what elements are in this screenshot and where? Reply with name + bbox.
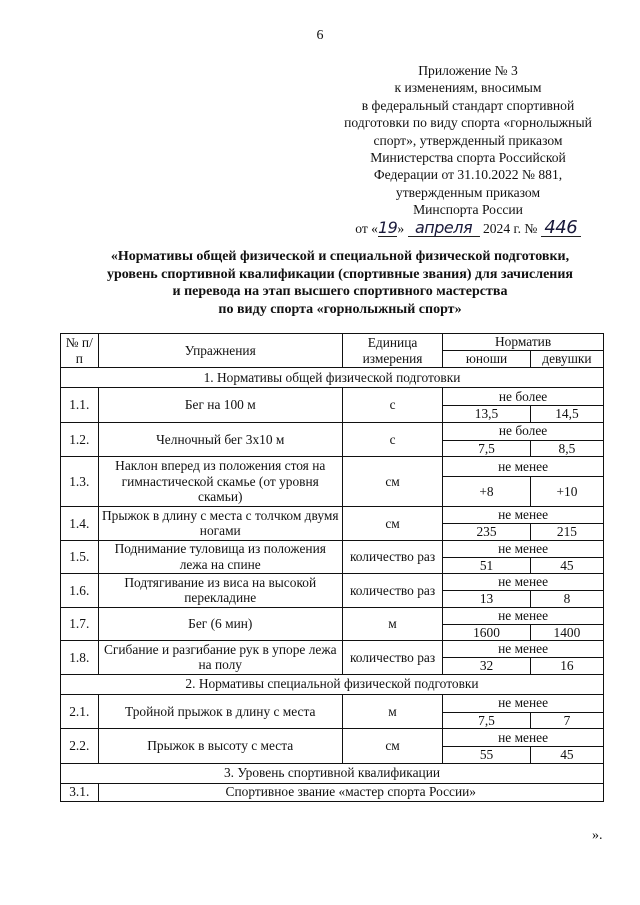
girls-value: 8: [530, 591, 603, 608]
appendix-line: утвержденным приказом: [395, 184, 541, 200]
unit: с: [342, 388, 442, 423]
row-number: 1.1.: [61, 388, 99, 423]
row-number: 1.8.: [61, 641, 99, 675]
exercise-name: Прыжок в длину с места с толчком двумя ногами: [98, 507, 342, 541]
exercise-name: Тройной прыжок в длину с места: [98, 694, 342, 729]
norms-table: [60, 333, 604, 802]
row-number: 1.7.: [61, 607, 99, 641]
order-date-line: [318, 216, 618, 238]
unit: см: [342, 457, 442, 507]
row-number: 1.3.: [61, 457, 99, 507]
title-line: и перевода на этап высшего спортивного мастерства: [172, 284, 508, 299]
document-title: [60, 248, 620, 318]
norm-condition: не более: [443, 388, 604, 406]
norm-condition: не менее: [443, 729, 604, 747]
qualification-text: Спортивное звание «мастер спорта России»: [98, 783, 603, 801]
appendix-line: подготовки по виду спорта «горнолыжный: [344, 115, 592, 131]
header-boys: юноши: [443, 351, 531, 368]
title-line: уровень спортивной квалификации (спортивные звания) для зачисления: [106, 266, 574, 282]
boys-value: 7,5: [443, 712, 531, 729]
unit: количество раз: [342, 641, 442, 675]
girls-value: 7: [530, 712, 603, 729]
appendix-line: Министерства спорта Российской: [370, 150, 566, 166]
unit: с: [342, 422, 442, 457]
norm-condition: не менее: [443, 607, 604, 624]
boys-value: 51: [443, 557, 531, 574]
row-number: 3.1.: [61, 783, 99, 801]
appendix-line: к изменениям, вносимым: [394, 80, 542, 96]
date-mid: »: [397, 220, 405, 236]
norm-condition: не менее: [443, 574, 604, 591]
title-line: по виду спорта «горнолыжный спорт»: [218, 301, 462, 317]
boys-value: 1600: [443, 624, 531, 641]
norm-condition: не менее: [443, 694, 604, 712]
exercise-name: Подтягивание из виса на высокой перекладине: [98, 574, 342, 608]
boys-value: 13: [443, 591, 531, 608]
row-number: 1.5.: [61, 540, 99, 574]
appendix-block: [318, 62, 618, 237]
girls-value: 16: [530, 658, 603, 675]
norm-condition: не более: [443, 422, 604, 440]
header-girls: девушки: [530, 351, 603, 368]
norm-condition: не менее: [443, 457, 604, 477]
date-prefix: от «: [355, 220, 378, 236]
girls-value: 8,5: [530, 440, 603, 457]
section-title: 1. Нормативы общей физической подготовки: [61, 368, 604, 388]
row-number: 2.1.: [61, 694, 99, 729]
unit: количество раз: [342, 574, 442, 608]
handwritten-order-number: 446: [541, 219, 581, 237]
boys-value: 235: [443, 524, 531, 541]
unit: см: [342, 507, 442, 541]
norm-condition: не менее: [443, 641, 604, 658]
handwritten-day: 19: [377, 217, 398, 237]
exercise-name: Бег (6 мин): [98, 607, 342, 641]
exercise-name: Поднимание туловища из положения лежа на спине: [98, 540, 342, 574]
girls-value: 45: [530, 747, 603, 764]
date-year: 2024 г. №: [482, 220, 538, 236]
girls-value: 215: [530, 524, 603, 541]
unit: м: [342, 607, 442, 641]
appendix-line: Приложение № 3: [418, 63, 518, 78]
girls-value: 14,5: [530, 406, 603, 423]
title-line: «Нормативы общей физической и специальной физической подготовки,: [110, 249, 570, 264]
boys-value: +8: [443, 477, 531, 507]
exercise-name: Наклон вперед из положения стоя на гимнастической скамье (от уровня скамьи): [98, 457, 342, 507]
section-title: 3. Уровень спортивной квалификации: [61, 763, 604, 783]
boys-value: 32: [443, 658, 531, 675]
header-exercise: Упражнения: [98, 334, 342, 368]
header-num: № п/п: [61, 334, 99, 368]
header-norm: Норматив: [443, 334, 604, 351]
exercise-name: Сгибание и разгибание рук в упоре лежа на полу: [98, 641, 342, 675]
norm-condition: не менее: [443, 540, 604, 557]
girls-value: +10: [530, 477, 603, 507]
exercise-name: Прыжок в высоту с места: [98, 729, 342, 764]
closing-quote: ».: [592, 828, 603, 843]
page-number: 6: [316, 28, 324, 43]
boys-value: 13,5: [443, 406, 531, 423]
appendix-line: спорт», утвержденный приказом: [373, 132, 563, 148]
boys-value: 7,5: [443, 440, 531, 457]
boys-value: 55: [443, 747, 531, 764]
row-number: 2.2.: [61, 729, 99, 764]
girls-value: 1400: [530, 624, 603, 641]
row-number: 1.2.: [61, 422, 99, 457]
handwritten-month: апреля: [408, 219, 480, 237]
unit: количество раз: [342, 540, 442, 574]
appendix-line: Федерации от 31.10.2022 № 881,: [373, 167, 563, 183]
girls-value: 45: [530, 557, 603, 574]
exercise-name: Челночный бег 3х10 м: [98, 422, 342, 457]
section-title: 2. Нормативы специальной физической подготовки: [61, 674, 604, 694]
unit: м: [342, 694, 442, 729]
header-unit: Единица измерения: [342, 334, 442, 368]
exercise-name: Бег на 100 м: [98, 388, 342, 423]
row-number: 1.6.: [61, 574, 99, 608]
row-number: 1.4.: [61, 507, 99, 541]
appendix-line: Минспорта России: [413, 202, 523, 218]
norm-condition: не менее: [443, 507, 604, 524]
unit: см: [342, 729, 442, 764]
appendix-line: в федеральный стандарт спортивной: [361, 97, 575, 113]
